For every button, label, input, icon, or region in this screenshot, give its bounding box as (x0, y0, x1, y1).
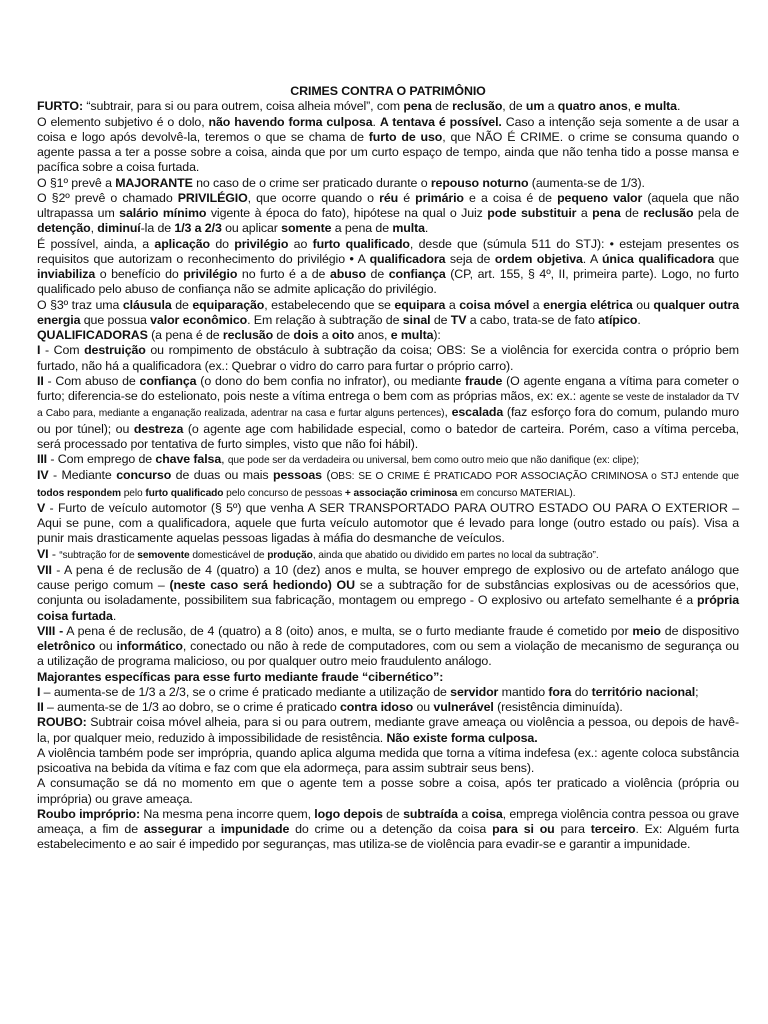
bold-text: para si ou (492, 822, 555, 836)
text-run: É possível, ainda, a (37, 236, 155, 251)
bold-text: pequeno valor (557, 190, 643, 205)
text-run: . Em relação à subtração de (247, 312, 403, 327)
text-run: , que NÃO É CRIME. o crime se consuma quando o agente passa a ter a posse sobre a coisa, ainda que por um curto espaço de tempo, ainda que não tenha tido a posse mansa e pacífica sobre a coisa furtada. (37, 129, 739, 175)
text-run: (O agente engana a vítima para cometer o furto; diferencia-se do estelionato, pois neste a vítima entrega o bem com as próprias mãos, ex: ex.: (37, 373, 739, 403)
text-run: A (353, 251, 370, 266)
text-run: (o agente age com habilidade especial, como o batedor de carteira. Porém, caso a vítima perceba, será processado por tentativa de furto simples, visto que não foi hábil). (37, 421, 739, 451)
bold-text: fora (548, 684, 572, 699)
text-run: (resistência diminuída). (493, 700, 623, 714)
text-run: A violência também pode ser imprópria, quando aplica alguma medida que torna a vítima indefesa (ex.: agente coloca substância psicoativa na bebida da vítima e faz com que ela adormeça, para assim subtrair seus bens). (37, 745, 739, 775)
bold-text: meio (632, 623, 661, 638)
text-run: ou (632, 297, 654, 312)
bold-text: VI (37, 546, 49, 561)
text-run: ou (413, 700, 434, 714)
paragraph (37, 624, 739, 670)
text-run: a (318, 328, 332, 342)
bold-text: abuso (329, 267, 366, 281)
bold-text: pena (592, 206, 621, 220)
bold-text: repouso noturno (430, 175, 529, 190)
bold-text: pode substituir (487, 206, 577, 220)
text-run: (a pena é de (147, 328, 223, 342)
document-body (37, 99, 739, 852)
bold-text: produção (267, 549, 313, 561)
bold-text: concurso (116, 468, 172, 483)
text-run: que (714, 251, 740, 266)
bold-text: informático (116, 639, 183, 653)
text-run: , (90, 221, 98, 236)
paragraph (37, 374, 739, 452)
text-run: “subtrair, para si ou para outrem, coisa alheia móvel”, com (82, 99, 404, 114)
text-run: , (627, 99, 635, 114)
text-run: que pode ser da verdadeira ou universal, bem como outro meio que não danifique (ex: clipe); (227, 455, 639, 466)
bold-text: diminuí (97, 221, 141, 236)
paragraph (37, 452, 739, 468)
bold-text: Roubo impróprio: (37, 806, 141, 821)
bold-text: impunidade (220, 822, 290, 836)
text-run: , emprega violência contra pessoa ou grave ameaça, a fim de (37, 806, 740, 836)
text-run: . Ex: Alguém furta estabelecimento e ao sair é impedido por seguranças, mas utiliza-se de violência para evadir-se e garantir a impunidade. (37, 822, 739, 852)
text-run: em concurso MATERIAL). (457, 487, 576, 499)
text-run: O §3º traz uma (37, 297, 123, 312)
text-run: O §2º prevê o chamado (37, 190, 178, 205)
text-run: a (544, 99, 558, 114)
paragraph (37, 670, 739, 685)
bold-text: inviabiliza (37, 267, 96, 281)
bold-text: energia elétrica (543, 297, 633, 312)
text-run: , de (502, 99, 526, 114)
bold-text: QUALIFICADORAS (37, 328, 148, 342)
bold-text: (neste caso será hediondo) OU (169, 578, 355, 592)
bold-text: I (37, 343, 41, 358)
text-run: de duas ou mais (171, 468, 274, 483)
text-run: , conectado ou não à rede de computadores, com ou sem a violação de mecanismo de segurança ou a utilização de programa malicioso, ou por qualquer outro meio fraudulento análogo. (37, 639, 739, 669)
paragraph (37, 468, 739, 501)
text-run: . (112, 608, 117, 623)
paragraph (37, 746, 739, 777)
paragraph (37, 807, 739, 853)
text-run: a (445, 297, 460, 312)
text-run: de (171, 297, 193, 312)
bold-text: assegurar (143, 822, 203, 836)
bold-text: reclusão (643, 206, 694, 220)
bold-text: privilégio (183, 267, 238, 281)
bold-text: qualquer outra energia (37, 297, 739, 327)
text-run: , desde que (súmula 511 do STJ): • estejam presentes os requisitos que autorizam o reconhecimento do privilégio (37, 236, 739, 266)
paragraph (37, 328, 739, 343)
bold-text: MAJORANTE (115, 175, 193, 190)
text-run: que possua (80, 312, 151, 327)
text-run: de (430, 312, 451, 327)
text-run: (aquela que não ultrapassa um (37, 190, 739, 220)
text-run: O elemento subjetivo é o dolo, (37, 114, 209, 129)
paragraph (37, 343, 739, 374)
text-run: . (372, 114, 380, 129)
text-run: seja de (445, 251, 495, 266)
text-run: de (365, 267, 389, 281)
bold-text: território nacional (591, 684, 696, 699)
bold-text: pessoas (273, 468, 322, 483)
bold-text: ordem objetiva (494, 251, 583, 266)
text-run: de (431, 99, 453, 114)
bold-text: furto qualificado (145, 487, 224, 499)
bold-text: oito (331, 328, 355, 342)
text-run: agente se veste de instalador da TV a Cabo para, mediante a enganação realizada, adentrar na casa e furtar alguns pertences) (37, 392, 739, 420)
text-run: a (576, 206, 593, 220)
text-run: a (202, 822, 221, 836)
text-run: pelo (120, 487, 146, 499)
text-run: de (273, 328, 294, 342)
text-run: (faz esforço fora do comum, pulando muro ou por túnel); ou (37, 405, 740, 436)
bold-text: servidor (450, 684, 499, 699)
bold-text: II (37, 700, 44, 714)
paragraph (37, 115, 739, 176)
bold-text: confiança (139, 373, 197, 388)
bold-text: PRIVILÉGIO (177, 190, 248, 205)
bold-text: sinal (402, 312, 431, 327)
bold-text: + associação criminosa (344, 487, 458, 499)
text-run: - A pena é de reclusão de 4 (quatro) a 10 (dez) anos e multa, se houver emprego de explosivo ou de artefato análogo que cause perigo comum – (37, 562, 739, 592)
bold-text: quatro anos (557, 99, 628, 114)
paragraph (37, 700, 739, 715)
text-run: de dispositivo (660, 623, 739, 638)
text-run: , estabelecendo que se (264, 297, 395, 312)
bold-text: furto de uso (368, 129, 443, 144)
bold-text: Majorantes específicas para esse furto mediante fraude “cibernético”: (37, 669, 444, 684)
text-run: do crime ou a detenção da coisa (289, 822, 493, 836)
paragraph (37, 776, 739, 807)
text-run: O §1º prevê a (37, 175, 116, 190)
paragraph (37, 237, 739, 298)
text-run: - Mediante (48, 468, 117, 483)
text-run: a (457, 806, 472, 821)
text-run: Na mesma pena incorre quem, (140, 806, 315, 821)
text-run: ( (321, 468, 331, 483)
paragraph (37, 685, 739, 700)
text-run: OBS: SE O CRIME É PRATICADO POR ASSOCIAÇÃO CRIMINOSA o STJ entende que (330, 471, 739, 483)
text-run: ; (695, 684, 699, 699)
text-run: a (529, 297, 544, 312)
paragraph (37, 501, 739, 547)
text-run: é (398, 190, 416, 205)
text-run: ou aplicar (221, 221, 282, 236)
text-run: do (210, 236, 235, 251)
text-run: ou rompimento de obstáculo à subtração da coisa; OBS: Se a violência for exercida contra o próprio bem furtado, não há a qualificadora (ex.: Quebrar o vidro do carro para furtar o próprio carro). (37, 343, 740, 373)
bold-text: e multa (390, 328, 434, 342)
text-run: . (676, 99, 681, 114)
text-run: - Com abuso de (43, 373, 140, 388)
bold-text: contra idoso (339, 700, 414, 714)
text-run: domesticável de (189, 549, 268, 561)
paragraph (37, 176, 739, 191)
bold-text: logo depois (314, 806, 383, 821)
bold-text: II (37, 373, 44, 388)
bold-text: todos respondem (37, 487, 121, 499)
bold-text: dois (293, 328, 319, 342)
document-title: CRIMES CONTRA O PATRIMÔNIO (290, 84, 486, 98)
bold-text: ROUBO: (37, 715, 87, 730)
text-run: “subtração for de (59, 549, 138, 561)
text-run: a pena de (331, 221, 393, 236)
bold-text: semovente (137, 549, 190, 561)
text-run: ao (288, 236, 313, 251)
bold-text: A tentava é possível. (379, 114, 502, 129)
text-run: , ainda que abatido ou dividido em partes no local da subtração”. (312, 549, 599, 561)
bold-text: VIII - (37, 623, 64, 638)
bold-text: não havendo forma culposa (208, 114, 373, 129)
bold-text: FURTO: (37, 99, 83, 114)
bold-text: destruição (84, 343, 146, 358)
text-run: - Com (40, 343, 85, 358)
bold-text: pena (403, 99, 432, 114)
bold-text: confiança (388, 267, 446, 281)
bold-text: única qualificadora (601, 251, 715, 266)
bold-text: coisa (471, 806, 503, 821)
bold-text: chave falsa (155, 452, 222, 466)
text-run: no furto é a de (237, 267, 330, 281)
text-run: de (620, 206, 644, 220)
bold-text: qualificadora (369, 251, 446, 266)
text-run: se a subtração for de substâncias explosivas ou de acessórios que, conjunta ou isoladamente, possibilitem sua fabricação, montagem ou emprego - O explosivo ou artefato semelhante é a (37, 578, 739, 608)
text-run: A consumação se dá no momento em que o agente tem a posse sobre a coisa, após ter praticado a violência (própria ou imprópria) ou grave ameaça. (37, 776, 739, 806)
text-run: do (571, 684, 592, 699)
bold-text: III (37, 452, 48, 466)
bold-text: atípico (598, 312, 638, 327)
text-run: . (637, 312, 641, 327)
text-run: – aumenta-se de 1/3 a 2/3, se o crime é praticado mediante a utilização de (40, 684, 451, 699)
bold-text: somente (281, 221, 332, 236)
text-run: e a coisa é de (463, 190, 558, 205)
text-run: - Com emprego de (47, 452, 156, 466)
paragraph (37, 298, 739, 329)
text-run: ): (433, 328, 441, 342)
text-run: pela de (693, 206, 739, 220)
text-run: – aumenta-se de 1/3 ao dobro, se o crime é praticado (43, 700, 340, 714)
text-run: , (444, 405, 452, 420)
text-run: de (382, 806, 404, 821)
bold-text: aplicação (154, 236, 210, 251)
bold-text: primário (415, 190, 464, 205)
bold-text: detenção (37, 221, 91, 236)
bold-text: fraude (465, 373, 503, 388)
bold-text: cláusula (122, 297, 172, 312)
text-run: (CP, art. 155, § 4º, II, primeira parte). Logo, no furto qualificado pelo abuso de confiança não se admite aplicação do privilégio. (37, 267, 739, 297)
bold-text: equipara (394, 297, 446, 312)
text-run: -la de (140, 221, 175, 236)
bold-text: reclusão (222, 328, 274, 342)
text-run: Caso a intenção seja somente a de usar a coisa e logo após devolvê-la, teremos o que se chama de (37, 114, 739, 144)
text-run: . (424, 221, 429, 236)
bold-text: subtraída (403, 806, 458, 821)
bold-text: vulnerável (433, 700, 494, 714)
bold-text: terceiro (590, 822, 636, 836)
bold-text: salário mínimo (119, 206, 207, 220)
bold-text: privilégio (234, 236, 289, 251)
text-run: - (48, 546, 60, 561)
bold-text: equiparação (192, 297, 265, 312)
text-run: , que ocorre quando o (247, 190, 380, 205)
bold-text: própria coisa furtada (37, 593, 739, 623)
paragraph (37, 563, 739, 624)
bold-text: um (525, 99, 545, 114)
bold-text: TV (450, 312, 467, 327)
bold-text: valor econômico (150, 312, 248, 327)
text-run: (aumenta-se de 1/3). (528, 175, 645, 190)
text-run: o benefício do (95, 267, 184, 281)
bold-text: 1/3 a 2/3 (174, 221, 222, 236)
text-run: para (554, 822, 591, 836)
bold-text: destreza (133, 421, 184, 436)
text-run: pelo concurso de pessoas (223, 487, 345, 499)
paragraph (37, 715, 739, 746)
text-run: , (221, 452, 228, 466)
text-run: A pena é de reclusão, de 4 (quatro) a 8 (oito) anos, e multa, se o furto mediante fraude é cometido por (63, 623, 633, 638)
text-run: anos, (354, 328, 391, 342)
text-run: ou (95, 639, 117, 653)
bold-text: coisa móvel (459, 297, 530, 312)
text-run: a cabo, trata-se de fato (466, 312, 599, 327)
document-page (37, 84, 739, 853)
paragraph (37, 99, 739, 114)
bold-text: multa (392, 221, 425, 236)
bold-text: réu (379, 190, 399, 205)
paragraph (37, 191, 739, 237)
bold-text: IV (37, 468, 49, 483)
bold-text: escalada (451, 405, 504, 420)
text-run: . A (582, 251, 602, 266)
bold-text: reclusão (452, 99, 503, 114)
text-run: mantido (498, 684, 549, 699)
bold-text: • (349, 251, 354, 266)
paragraph (37, 547, 739, 563)
bold-text: e multa (634, 99, 677, 114)
text-run: (o dono do bem confia no infrator), ou mediante (196, 373, 466, 388)
bold-text: VII (37, 562, 52, 577)
text-run: - Furto de veículo automotor (§ 5º) que venha A SER TRANSPORTADO PARA OUTRO ESTADO OU PARA O EXTERIOR – Aqui se pune, com a qualificadora, aquele que furta veículo automotor que é levado para longe (outro estado ou país). Visa a punir mais drasticamente aquelas pessoas ligadas à máfia do desmanche de veículos. (37, 500, 739, 546)
bold-text: furto qualificado (312, 236, 410, 251)
bold-text: I (37, 684, 41, 699)
bold-text: V (37, 500, 46, 515)
bold-text: eletrônico (37, 639, 96, 653)
text-run: no caso de o crime ser praticado durante o (192, 175, 431, 190)
bold-text: Não existe forma culposa. (386, 730, 538, 745)
text-run: vigente à época do fato), hipótese na qual o Juiz (206, 206, 488, 220)
text-run: Subtrair coisa móvel alheia, para si ou para outrem, mediante grave ameaça ou violência a pessoa, ou depois de havê-la, por qualquer meio, reduzido à impossibilidade de resistência. (37, 715, 739, 745)
